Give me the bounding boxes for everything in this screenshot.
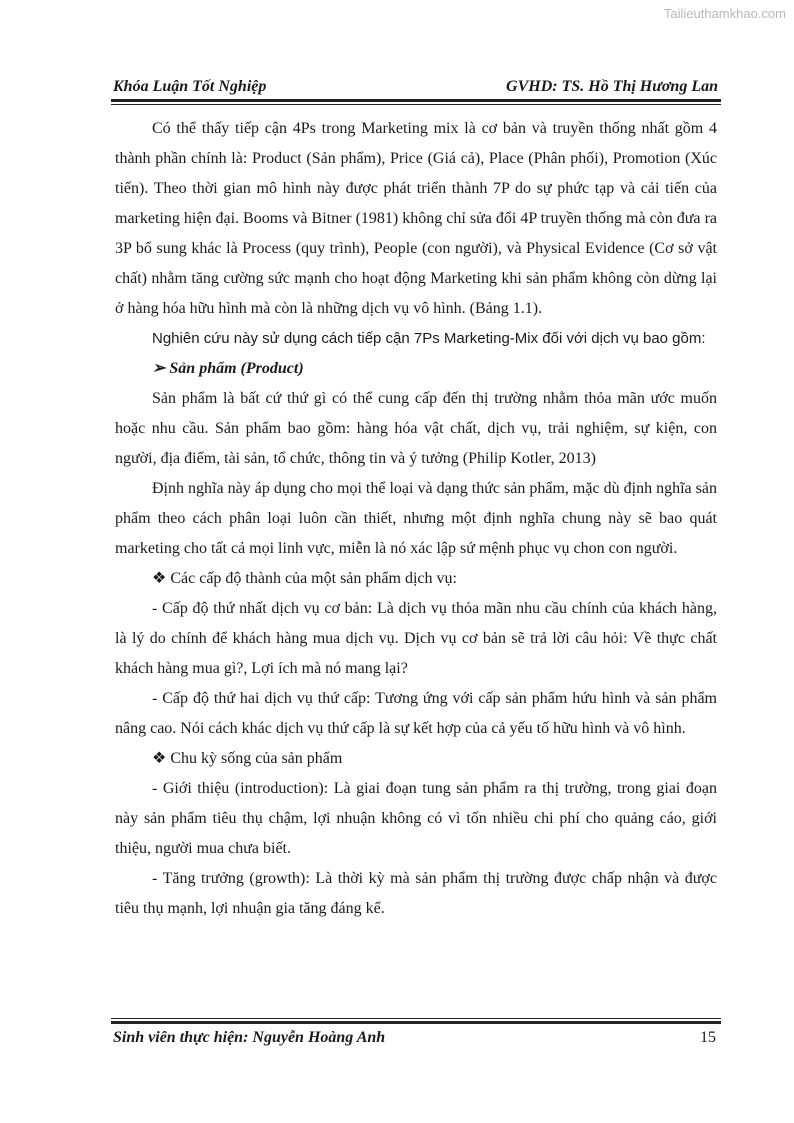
bullet-service-levels: ❖ Các cấp độ thành của một sản phẩm dịch vụ: xyxy=(152,570,457,587)
paragraph-level-one: - Cấp độ thứ nhất dịch vụ cơ bản: Là dịch vụ thỏa mãn nhu cầu chính của khách hàng, là lý do chính để khách hàng mua dịch vụ. Dịch vụ cơ bản sẽ trả lời câu hỏi: Về thực chất khách hàng mua gì?, Lợi ích mà nó mang lại? xyxy=(115,600,717,677)
page-number: 15 xyxy=(700,1029,716,1046)
page-body xyxy=(115,114,717,924)
header-thesis-title: Khóa Luận Tốt Nghiệp xyxy=(113,78,267,95)
paragraph-study-approach: Nghiên cứu này sử dụng cách tiếp cận 7Ps Marketing-Mix đối với dịch vụ bao gồm: xyxy=(152,330,706,347)
paragraph-intro: Có thể thấy tiếp cận 4Ps trong Marketing mix là cơ bản và truyền thống nhất gồm 4 thành phần chính là: Product (Sản phẩm), Price (Giá cả), Place (Phân phối), Promotion (Xúc tiến). Theo thời gian mô hình này được phát triển thành 7P do sự phức tạp và cải tiến của marketing hiện đại. Booms và Bitner (1981) không chỉ sửa đổi 4P truyền thống mà còn đưa ra 3P bổ sung khác là Process (quy trình), People (con người), và Physical Evidence (Cơ sở vật chất) nhằm tăng cường sức mạnh cho hoạt động Marketing khi sản phẩm không còn dừng lại ở hàng hóa hữu hình mà còn là những dịch vụ vô hình. (Bảng 1.1). xyxy=(115,120,717,317)
bullet-product-lifecycle: ❖ Chu kỳ sống của sản phẩm xyxy=(152,750,343,767)
paragraph-introduction-stage: - Giới thiệu (introduction): Là giai đoạn tung sản phẩm ra thị trường, trong giai đoạn này sản phẩm tiêu thụ chậm, lợi nhuận không có vì tốn nhiều chi phí cho quảng cáo, giới thiệu, người mua chưa biết. xyxy=(115,780,717,857)
footer-author: Sinh viên thực hiện: Nguyễn Hoàng Anh xyxy=(113,1029,386,1046)
section-heading-product: ➢ Sản phẩm (Product) xyxy=(152,360,304,377)
page-header xyxy=(113,78,718,98)
page-footer xyxy=(113,1029,718,1051)
header-advisor: GVHD: TS. Hồ Thị Hương Lan xyxy=(506,78,718,95)
watermark: Tailieuthamkhao.com xyxy=(663,6,786,21)
header-rule xyxy=(111,99,721,105)
paragraph-definition-scope: Định nghĩa này áp dụng cho mọi thể loại và dạng thức sản phẩm, mặc dù định nghĩa sản phẩm theo cách phân loại luôn cần thiết, nhưng một định nghĩa chung này sẽ bao quát marketing cho tất cả mọi linh vực, miễn là nó xác lập sứ mệnh phục vụ chon con người. xyxy=(115,480,717,557)
paragraph-product-definition: Sản phẩm là bất cứ thứ gì có thể cung cấp đến thị trường nhằm thỏa mãn ước muốn hoặc nhu cầu. Sản phẩm bao gồm: hàng hóa vật chất, dịch vụ, trải nghiệm, sự kiện, con người, địa điểm, tài sản, tổ chức, thông tin và ý tưởng (Philip Kotler, 2013) xyxy=(115,390,717,467)
paragraph-level-two: - Cấp độ thứ hai dịch vụ thứ cấp: Tương ứng với cấp sản phẩm hứu hình và sản phẩm nâng cao. Nói cách khác dịch vụ thứ cấp là sự kết hợp của cả yếu tố hữu hình và vô hình. xyxy=(115,690,717,737)
footer-rule xyxy=(111,1018,721,1024)
paragraph-growth-stage: - Tăng trưởng (growth): Là thời kỳ mà sản phẩm thị trường được chấp nhận và được tiêu thụ mạnh, lợi nhuận gia tăng đáng kể. xyxy=(115,870,717,917)
